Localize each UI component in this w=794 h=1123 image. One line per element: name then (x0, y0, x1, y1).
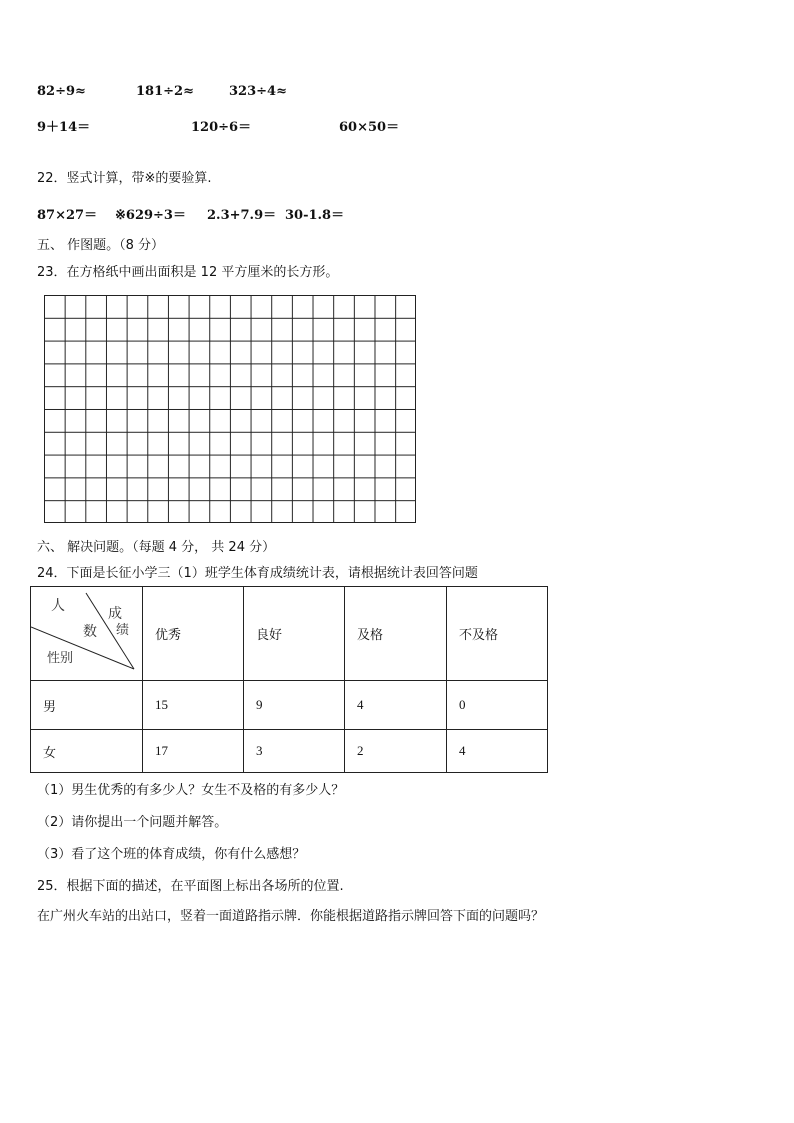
diagonal-header-cell (31, 587, 143, 681)
question-24-1: （1）男生优秀的有多少人？女生不及格的有多少人？ (37, 783, 345, 798)
calc-item: 120÷6＝ (191, 120, 252, 135)
calc-item: 323÷4≈ (229, 84, 287, 99)
score-table (30, 586, 548, 773)
column-header: 及格 (345, 587, 447, 681)
calc-item: 82÷9≈ (37, 84, 86, 99)
row-label: 女 (31, 730, 143, 773)
section-6-title: 六、 解决问题。（每题 4 分， 共 24 分） (37, 540, 276, 555)
table-cell: 15 (143, 681, 244, 730)
table-cell: 0 (447, 681, 548, 730)
question-24-title: 24．下面是长征小学三（1）班学生体育成绩统计表，请根据统计表回答问题 (37, 566, 478, 581)
diag-label-people: 人 (51, 598, 65, 614)
grid-paper (44, 295, 416, 523)
diag-label-score: 成 (108, 606, 122, 622)
calc-item: ※629÷3＝ (115, 208, 186, 223)
table-cell: 2 (345, 730, 447, 773)
table-row (31, 730, 548, 773)
table-cell: 9 (244, 681, 345, 730)
column-header: 优秀 (143, 587, 244, 681)
diag-label-grade: 绩 (116, 623, 130, 638)
calc-item: 2.3+7.9＝ (207, 208, 277, 223)
column-header: 不及格 (447, 587, 548, 681)
question-25-title: 25．根据下面的描述，在平面图上标出各场所的位置. (37, 879, 344, 894)
table-row (31, 681, 548, 730)
question-24-2: （2）请你提出一个问题并解答。 (37, 815, 228, 830)
calc-item: 87×27＝ (37, 208, 98, 223)
diag-label-count: 数 (83, 624, 97, 640)
table-cell: 4 (345, 681, 447, 730)
calc-item: 181÷2≈ (136, 84, 194, 99)
row-label: 男 (31, 681, 143, 730)
table-cell: 3 (244, 730, 345, 773)
calc-item: 60×50＝ (339, 120, 400, 135)
question-23-title: 23．在方格纸中画出面积是 12 平方厘米的长方形。 (37, 265, 339, 280)
table-cell: 17 (143, 730, 244, 773)
calc-item: 9＋14＝ (37, 120, 91, 135)
column-header: 良好 (244, 587, 345, 681)
section-5-title: 五、 作图题。（8 分） (37, 238, 165, 253)
diag-label-gender: 性别 (47, 651, 74, 666)
question-22-title: 22．竖式计算，带※的要验算. (37, 171, 212, 186)
table-cell: 4 (447, 730, 548, 773)
question-25-text: 在广州火车站的出站口，竖着一面道路指示牌．你能根据道路指示牌回答下面的问题吗？ (37, 909, 545, 924)
calc-item: 30-1.8＝ (285, 208, 345, 223)
question-24-3: （3）看了这个班的体育成绩，你有什么感想？ (37, 847, 306, 862)
